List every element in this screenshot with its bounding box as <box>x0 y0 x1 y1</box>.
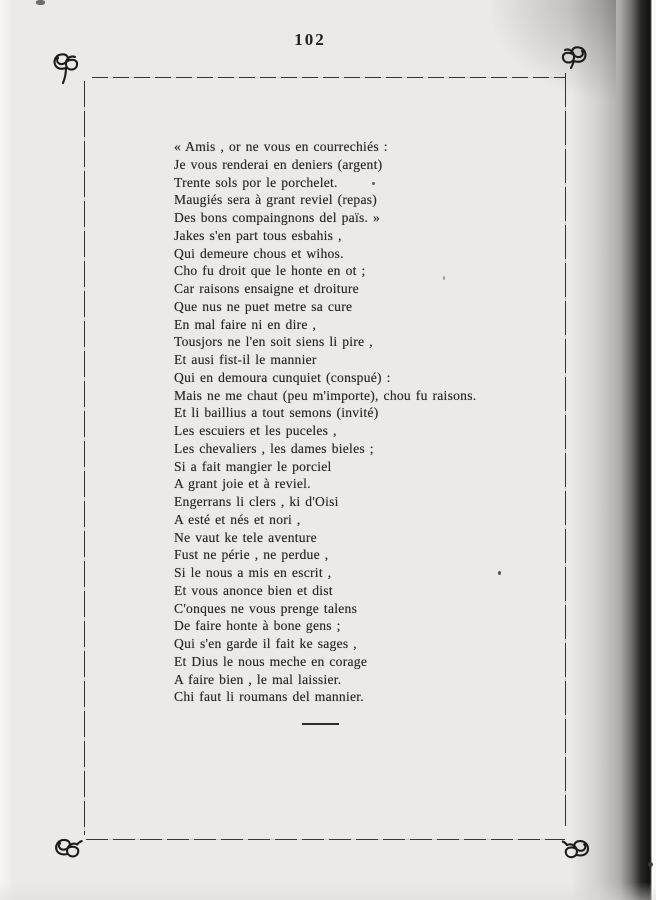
poem-line: Si a fait mangier le porciel <box>174 458 332 474</box>
poem-line: Qui demeure chous et wihos. <box>174 245 344 261</box>
poem-line: Maugiés sera à grant reviel (repas) <box>174 192 378 208</box>
poem-line: Jakes s'en part tous esbahis , <box>174 227 342 243</box>
poem-text-block <box>174 138 504 706</box>
poem-line: Et li baillius a tout semons (invité) <box>174 405 379 421</box>
poem-line: Qui s'en garde il fait ke sages , <box>174 636 357 651</box>
ink-speck <box>443 276 445 280</box>
poem-line: C'onques ne vous prenge talens <box>174 600 358 616</box>
bottom-edge-shade <box>0 882 656 900</box>
poem-line: Je vous renderai en deniers (argent) <box>174 156 383 172</box>
poem-line: Ne vaut ke tele aventure <box>174 529 317 545</box>
frame-rule-top <box>92 77 565 78</box>
frame-rule-left <box>84 81 85 835</box>
frame-rule-right <box>565 73 566 826</box>
ink-speck <box>648 862 653 867</box>
poem-line: En mal faire ni en dire , <box>174 316 317 332</box>
corner-flourish-icon <box>560 834 595 871</box>
corner-flourish-icon <box>49 51 81 85</box>
poem-line: Si le nous a mis en escrit , <box>174 565 332 580</box>
poem-line: Fust ne périe , ne perdue , <box>174 547 329 563</box>
poem-line: Car raisons ensaigne et droiture <box>174 281 359 296</box>
poem-line: Tousjors ne l'en soit siens li pire , <box>174 334 373 350</box>
poem-line: A grant joie et à reviel. <box>174 476 311 492</box>
gutter-shadow-top <box>476 0 616 110</box>
ink-speck <box>372 182 375 185</box>
poem-line: Et Dius le nous meche en corage <box>174 653 368 669</box>
ink-speck <box>36 0 45 5</box>
poem-line: Engerrans li clers , ki d'Oisi <box>174 494 339 509</box>
poem-line: Mais ne me chaut (peu m'importe), chou fu raisons. <box>174 387 477 403</box>
poem-line: « Amis , or ne vous en courrechiés : <box>174 139 388 154</box>
poem-line: Que nus ne puet metre sa cure <box>174 298 353 314</box>
poem-line: Et ausi fist-il le mannier <box>174 352 317 367</box>
poem-line: A faire bien , le mal laissier. <box>174 671 342 687</box>
ink-speck <box>498 571 501 575</box>
poem-line: Cho fu droit que le honte en ot ; <box>174 263 366 279</box>
poem-line: Des bons compaingnons del païs. » <box>174 210 381 225</box>
corner-flourish-icon <box>559 44 591 78</box>
poem-line: De faire honte à bone gens ; <box>174 618 341 634</box>
page-number: 102 <box>294 30 326 49</box>
poem-line: Et vous anonce bien et dist <box>174 582 333 598</box>
frame-rule-bottom <box>86 839 565 840</box>
poem-line: Les chevaliers , les dames bieles ; <box>174 440 374 456</box>
poem-line: Trente sols por le porchelet. <box>174 174 338 190</box>
poem-line: Chi faut li roumans del mannier. <box>174 689 364 705</box>
poem-line: Les escuiers et les puceles , <box>174 423 337 438</box>
poem-line: A esté et nés et nori , <box>174 511 301 527</box>
poem-line: Qui en demoura cunquiet (conspué) : <box>174 369 391 385</box>
corner-flourish-icon <box>48 833 84 871</box>
page-gutter-shadow <box>570 0 656 900</box>
left-edge-highlight <box>0 0 14 900</box>
end-of-text-rule <box>302 723 339 725</box>
